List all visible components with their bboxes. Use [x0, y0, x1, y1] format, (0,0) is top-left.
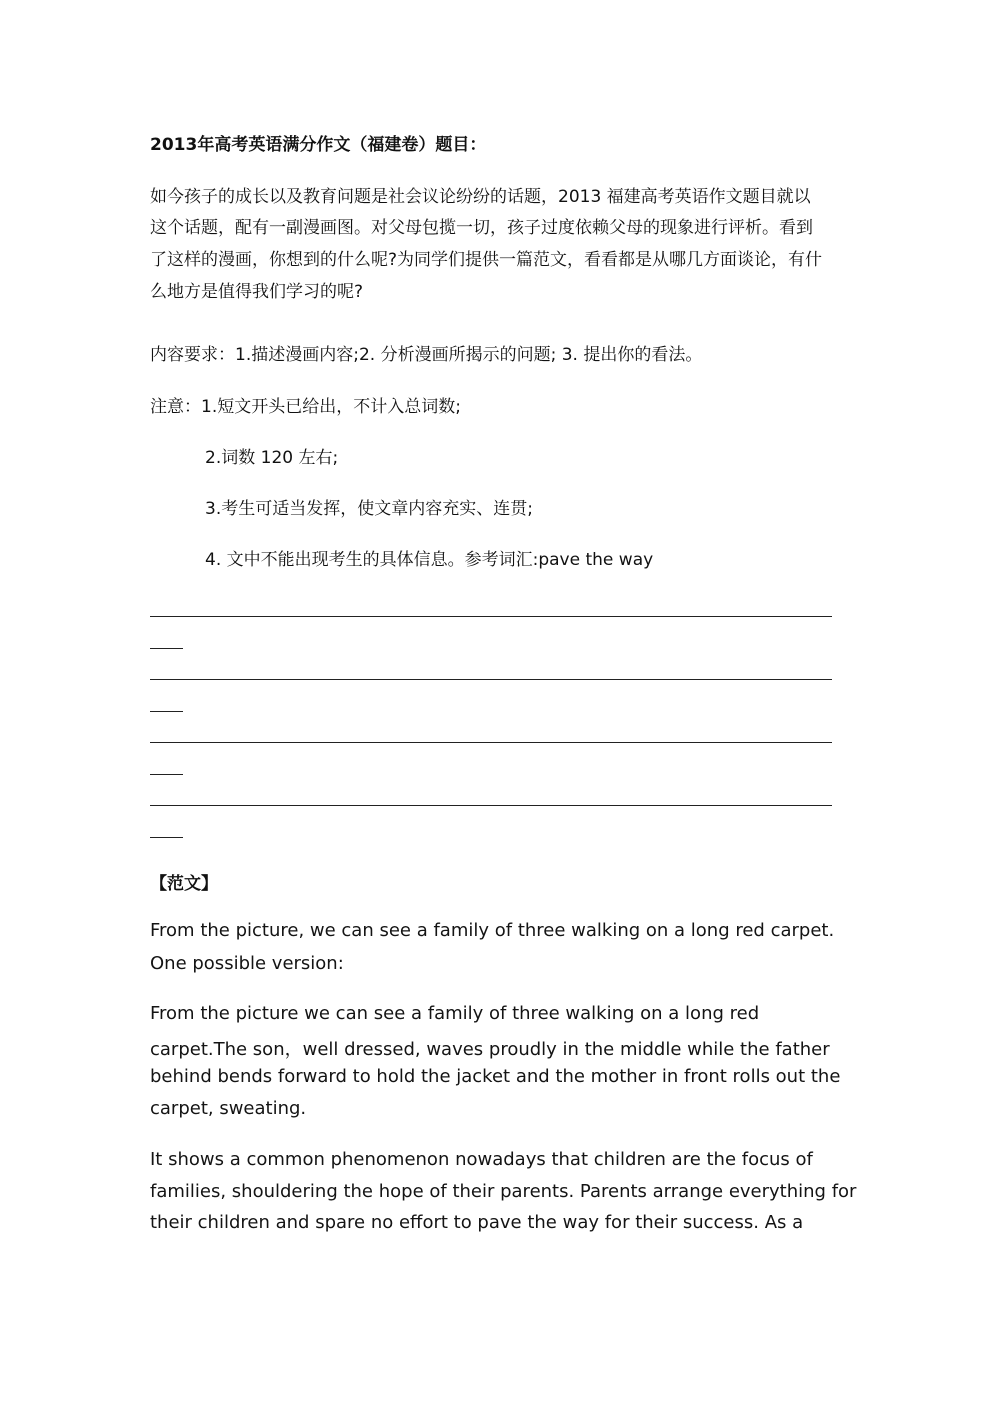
- intro-line: 如今孩子的成长以及教育问题是社会议论纷纷的话题，2013 福建高考英语作文题目就以: [150, 187, 811, 207]
- answer-line: [150, 679, 832, 680]
- intro-line: 了这样的漫画，你想到的什么呢?为同学们提供一篇范文，看看都是从哪几方面谈论，有什: [150, 250, 823, 270]
- answer-line-stub: [150, 774, 183, 775]
- answer-line: [150, 742, 832, 743]
- sample-line: From the picture, we can see a family of three walking on a long red carpet.: [150, 920, 835, 941]
- note-item: 2.词数 120 左右;: [205, 448, 339, 468]
- sample-line: behind bends forward to hold the jacket and the mother in front rolls out the: [150, 1066, 841, 1087]
- intro-line: 这个话题，配有一副漫画图。对父母包揽一切，孩子过度依赖父母的现象进行评析。看到: [150, 218, 813, 238]
- answer-line: [150, 805, 832, 806]
- sample-line: From the picture we can see a family of three walking on a long red: [150, 1003, 760, 1024]
- sample-line: It shows a common phenomenon nowadays that children are the focus of: [150, 1149, 813, 1170]
- sample-line: families, shouldering the hope of their parents. Parents arrange everything for: [150, 1181, 857, 1202]
- note-item: 4. 文中不能出现考生的具体信息。参考词汇:pave the way: [205, 550, 654, 570]
- page-title: 2013年高考英语满分作文（福建卷）题目：: [150, 135, 487, 155]
- note-intro: 注意：1.短文开头已给出，不计入总词数;: [150, 397, 461, 417]
- content-requirements: 内容要求：1.描述漫画内容;2. 分析漫画所揭示的问题; 3. 提出你的看法。: [150, 345, 703, 365]
- answer-line-stub: [150, 837, 183, 838]
- sample-essay-label: 【范文】: [150, 874, 218, 894]
- intro-line: 么地方是值得我们学习的呢?: [150, 282, 364, 302]
- answer-line: [150, 616, 832, 617]
- answer-line-stub: [150, 711, 183, 712]
- answer-line-stub: [150, 648, 183, 649]
- sample-line: their children and spare no effort to pave the way for their success. As a: [150, 1212, 804, 1233]
- sample-line: carpet.The son，well dressed, waves proudly in the middle while the father: [150, 1039, 830, 1060]
- sample-line: One possible version:: [150, 953, 344, 974]
- note-item: 3.考生可适当发挥，使文章内容充实、连贯;: [205, 499, 533, 519]
- sample-line: carpet, sweating.: [150, 1098, 307, 1119]
